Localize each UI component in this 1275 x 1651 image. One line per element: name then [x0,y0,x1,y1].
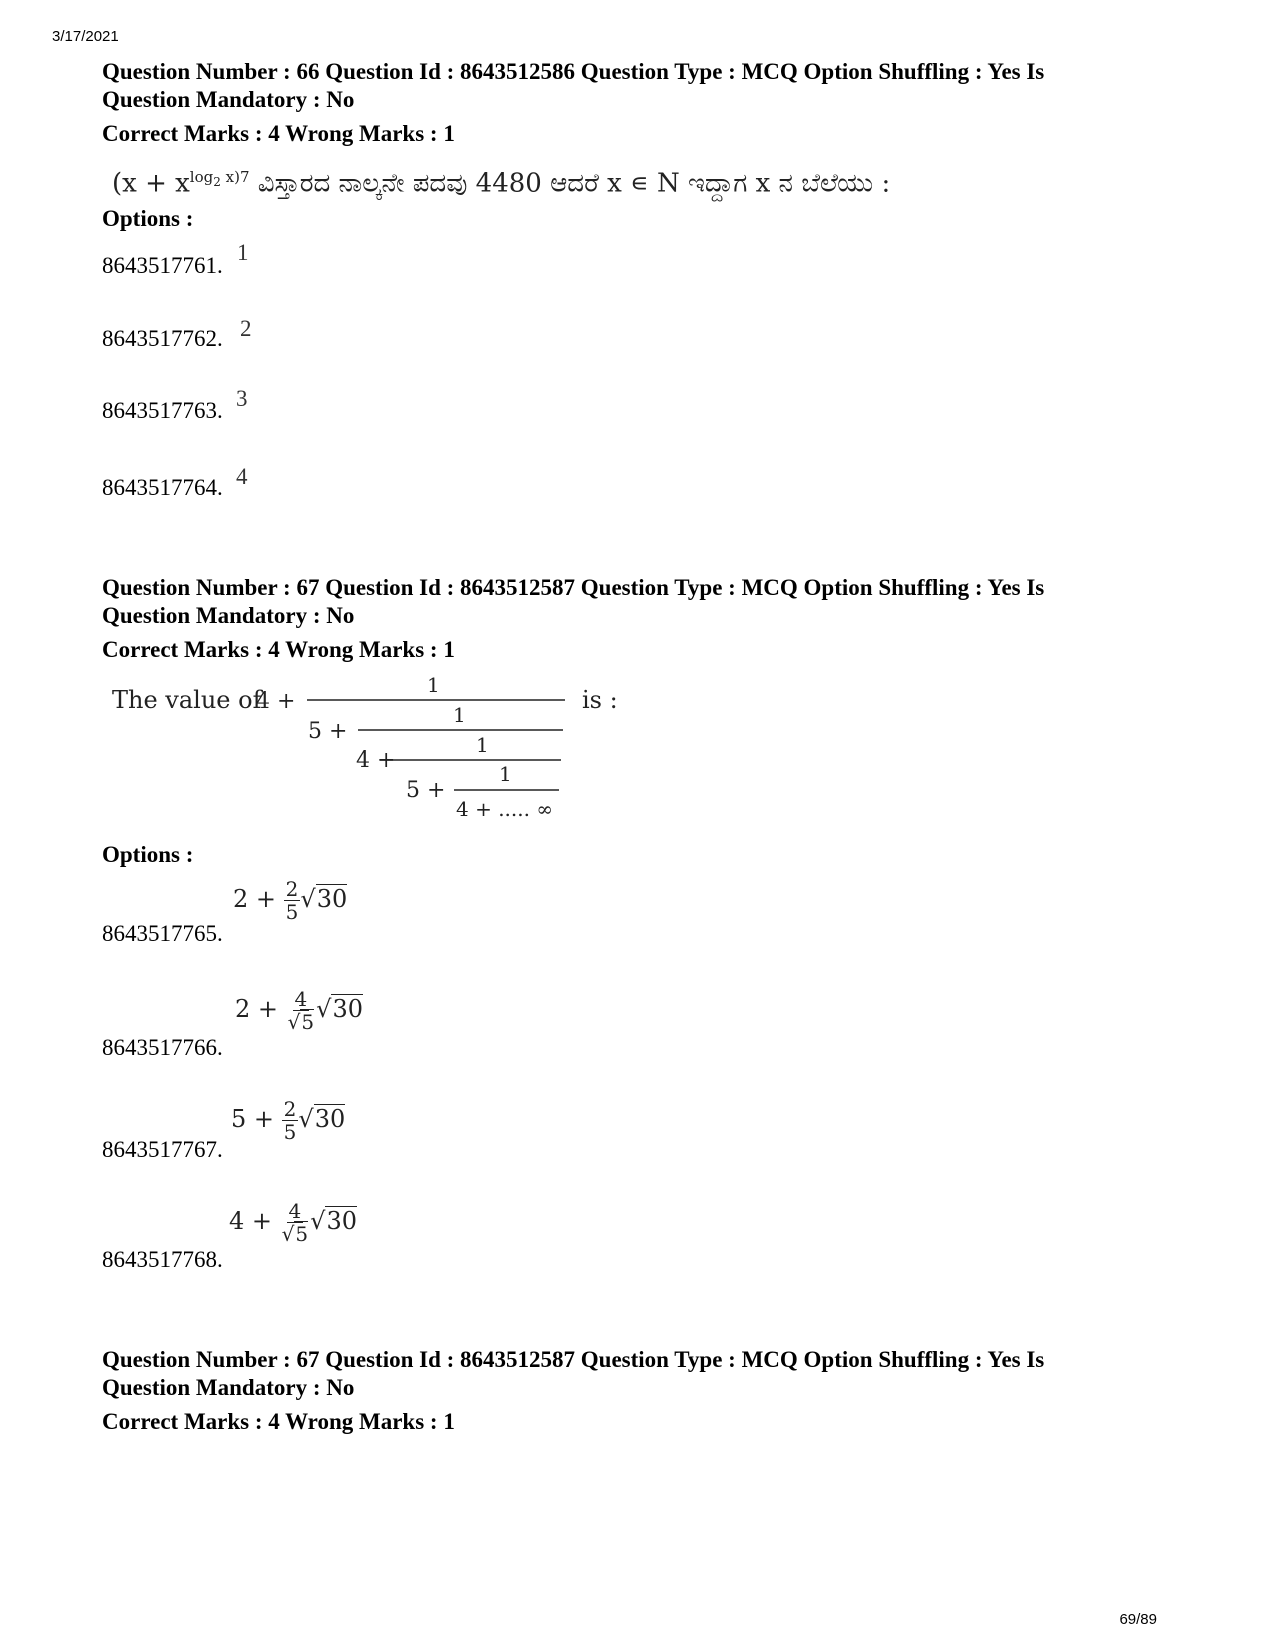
question-header-line2: Question Mandatory : No [102,1375,355,1400]
options-label: Options : [102,842,194,867]
option-value: 4 [236,464,248,489]
option-id: 8643517761. [102,253,223,278]
marks-line: Correct Marks : 4 Wrong Marks : 1 [102,637,455,662]
question-66-header [102,58,1182,148]
continued-fraction-question [100,668,640,828]
marks-line: Correct Marks : 4 Wrong Marks : 1 [102,1409,455,1434]
question-67-repeat-header [102,1346,1182,1436]
option-id: 8643517765. [102,921,223,946]
option-id: 8643517762. [102,326,223,351]
option-id: 8643517763. [102,398,223,423]
marks-line: Correct Marks : 4 Wrong Marks : 1 [102,121,455,146]
numerator-1: 1 [427,673,440,697]
question-67-header [102,574,1182,664]
option-id: 8643517764. [102,475,223,500]
question-header-line2: Question Mandatory : No [102,603,355,628]
option-math: 5 + $\frac{2}{5}$ √30 [231,1097,346,1144]
option-id: 8643517768. [102,1247,223,1272]
option-value: 1 [237,240,249,265]
option-value: 3 [236,386,248,411]
option-id: 8643517766. [102,1035,223,1060]
numerator-4: 1 [499,762,512,786]
question-header-line1: Question Number : 67 Question Id : 8643512587 Question Type : MCQ Option Shuffling : Yes Is [102,1347,1045,1372]
question-end: is : [582,686,618,714]
term-b3: 5 + [406,778,446,803]
option-id: 8643517767. [102,1137,223,1162]
option-value: 2 [240,316,252,341]
term-tail: 4 + ..... ∞ [456,797,554,821]
options-label: Options : [102,206,194,231]
term-b1: 5 + [308,719,348,744]
question-lead: The value of [112,686,262,714]
option-math: 2 + $\frac{2}{5}$ √30 [233,877,348,924]
question-66-text: ($x + x^{log_2 x)7}$ ವಿಸ್ತಾರದ ನಾಲ್ಕನೇ ಪದವು 4480 ಆದರೆ x ∊ N ಇದ್ದಾಗ x ನ ಬೆಲೆಯು : [112,168,891,199]
print-date: 3/17/2021 [52,28,119,45]
term-b2: 4 + [356,748,396,773]
question-header-line1: Question Number : 66 Question Id : 8643512586 Question Type : MCQ Option Shuffling : Yes Is [102,59,1045,84]
option-math: 4 + $\frac{4}{√5}$ √30 [229,1199,357,1246]
numerator-3: 1 [476,733,489,757]
question-header-line2: Question Mandatory : No [102,87,355,112]
question-header-line1: Question Number : 67 Question Id : 8643512587 Question Type : MCQ Option Shuffling : Yes Is [102,575,1045,600]
page-number: 69/89 [1119,1611,1157,1628]
term-a0: 4 + [256,689,296,714]
numerator-2: 1 [453,703,466,727]
option-math: 2 + $\frac{4}{√5}$ √30 [235,987,363,1034]
